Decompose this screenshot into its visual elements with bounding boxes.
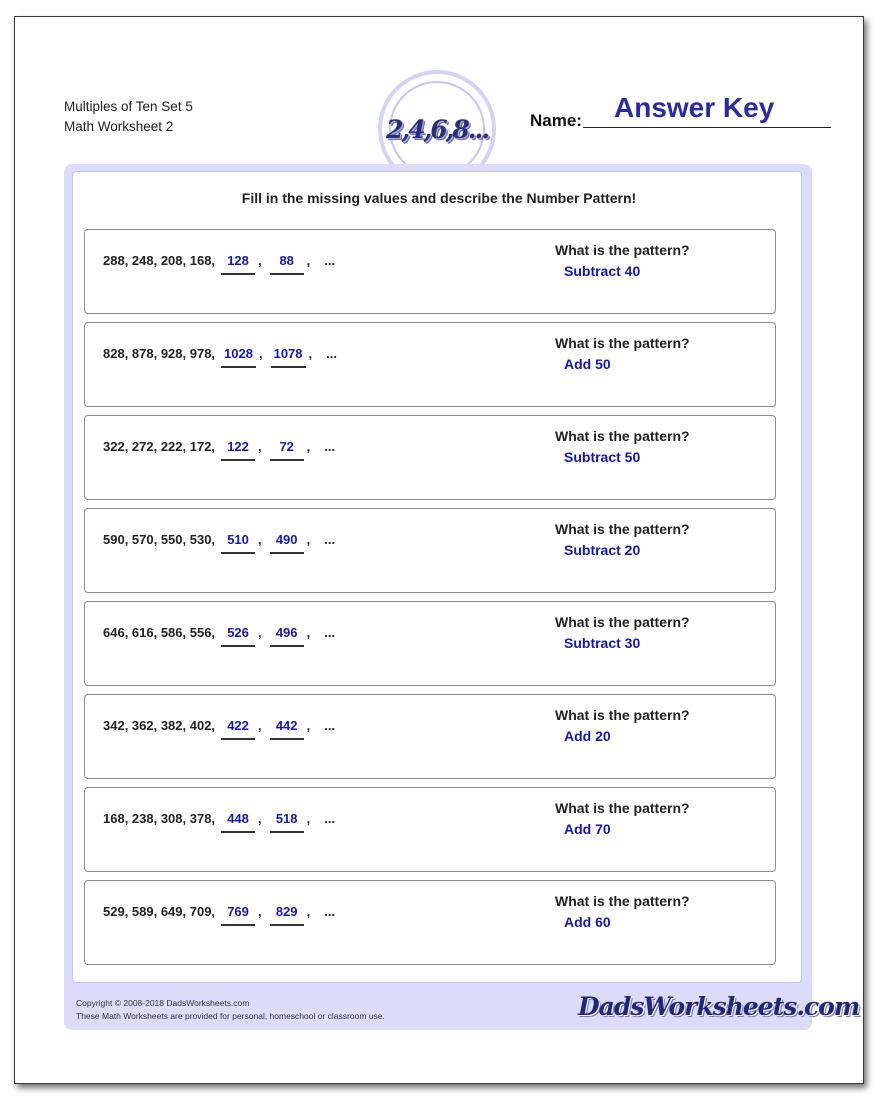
missing-value-1: 510	[221, 532, 255, 554]
copyright-text: Copyright © 2008-2018 DadsWorksheets.com	[76, 998, 250, 1008]
missing-value-2: 829	[270, 904, 304, 926]
missing-value-2: 496	[270, 625, 304, 647]
pattern-answer: Subtract 40	[564, 263, 641, 279]
ellipsis: ...	[324, 439, 336, 454]
given-numbers: 322, 272, 222, 172,	[103, 439, 216, 454]
footer	[76, 997, 385, 1022]
pattern-answer: Subtract 30	[564, 635, 641, 651]
pattern-answer: Add 60	[564, 914, 611, 930]
problem-box	[84, 601, 776, 686]
pattern-question: What is the pattern?	[555, 707, 690, 723]
missing-value-2: 490	[270, 532, 304, 554]
pattern-answer: Subtract 20	[564, 542, 641, 558]
pattern-question: What is the pattern?	[555, 800, 690, 816]
missing-value-2: 88	[270, 253, 304, 275]
pattern-question: What is the pattern?	[555, 428, 690, 444]
problem-box	[84, 508, 776, 593]
pattern-question: What is the pattern?	[555, 893, 690, 909]
number-sequence: 288, 248, 208, 168, 128 , 88 , ...	[103, 253, 335, 275]
number-sequence: 168, 238, 308, 378, 448 , 518 , ...	[103, 811, 335, 833]
missing-value-1: 422	[221, 718, 255, 740]
number-sequence: 828, 878, 928, 978, 1028 , 1078 , ...	[103, 346, 337, 368]
pattern-answer: Add 70	[564, 821, 611, 837]
missing-value-1: 128	[221, 253, 255, 275]
set-title: Multiples of Ten Set 5	[64, 99, 193, 114]
problem-box	[84, 415, 776, 500]
ellipsis: ...	[324, 532, 336, 547]
missing-value-1: 526	[221, 625, 255, 647]
pattern-question: What is the pattern?	[555, 521, 690, 537]
missing-value-1: 448	[221, 811, 255, 833]
number-sequence: 646, 616, 586, 556, 526 , 496 , ...	[103, 625, 335, 647]
problem-box	[84, 880, 776, 965]
pattern-question: What is the pattern?	[555, 614, 690, 630]
number-sequence: 529, 589, 649, 709, 769 , 829 , ...	[103, 904, 335, 926]
missing-value-1: 769	[221, 904, 255, 926]
ellipsis: ...	[324, 625, 336, 640]
ellipsis: ...	[326, 346, 337, 361]
pattern-answer: Add 50	[564, 356, 611, 372]
given-numbers: 342, 362, 382, 402,	[103, 718, 216, 733]
given-numbers: 529, 589, 649, 709,	[103, 904, 216, 919]
number-sequence: 590, 570, 550, 530, 510 , 490 , ...	[103, 532, 335, 554]
given-numbers: 288, 248, 208, 168,	[103, 253, 216, 268]
problem-box	[84, 229, 776, 314]
pattern-question: What is the pattern?	[555, 335, 690, 351]
name-line	[583, 127, 831, 128]
worksheet-title: Math Worksheet 2	[64, 119, 174, 134]
problem-box	[84, 322, 776, 407]
number-sequence: 322, 272, 222, 172, 122 , 72 , ...	[103, 439, 335, 461]
given-numbers: 168, 238, 308, 378,	[103, 811, 216, 826]
usage-text: These Math Worksheets are provided for personal, homeschool or classroom use.	[76, 1010, 385, 1021]
pattern-answer: Subtract 50	[564, 449, 641, 465]
pattern-question: What is the pattern?	[555, 242, 690, 258]
instructions: Fill in the missing values and describe the Number Pattern!	[241, 190, 637, 206]
answer-key-title: Answer Key	[614, 92, 775, 123]
ellipsis: ...	[324, 811, 336, 826]
given-numbers: 646, 616, 586, 556,	[103, 625, 216, 640]
ellipsis: ...	[324, 904, 336, 919]
name-label: Name:	[530, 111, 582, 130]
given-numbers: 590, 570, 550, 530,	[103, 532, 216, 547]
missing-value-2: 1078	[271, 346, 306, 368]
logo-text: 2,4,6,8...	[386, 114, 488, 144]
ellipsis: ...	[324, 718, 336, 733]
brand-logo: DadsWorksheets.com	[578, 992, 860, 1021]
missing-value-1: 122	[221, 439, 255, 461]
problem-box	[84, 694, 776, 779]
missing-value-2: 518	[270, 811, 304, 833]
missing-value-2: 72	[270, 439, 304, 461]
pattern-answer: Add 20	[564, 728, 611, 744]
ellipsis: ...	[324, 253, 336, 268]
given-numbers: 828, 878, 928, 978,	[103, 346, 216, 361]
number-sequence: 342, 362, 382, 402, 422 , 442 , ...	[103, 718, 335, 740]
problem-box	[84, 787, 776, 872]
missing-value-2: 442	[270, 718, 304, 740]
missing-value-1: 1028	[221, 346, 256, 368]
worksheet-heading	[64, 97, 193, 137]
